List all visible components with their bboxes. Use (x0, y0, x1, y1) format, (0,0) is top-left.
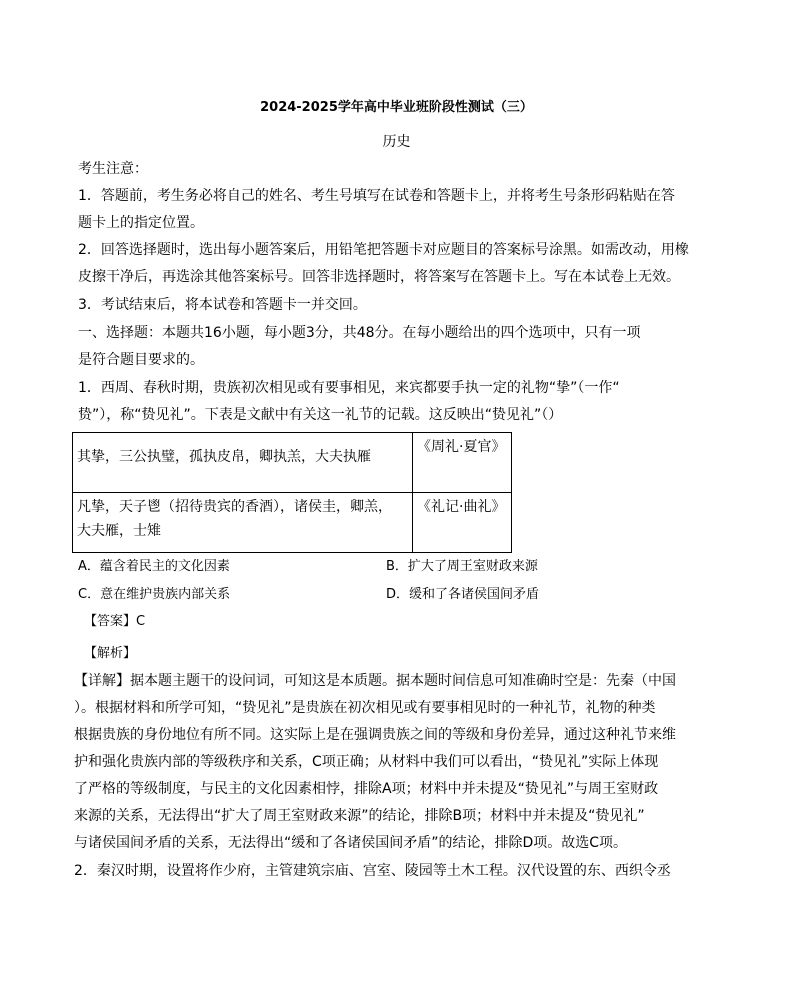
notice-item-2-line-2: 皮擦干净后，再选涂其他答案标号。回答非选择题时，将答案写在答题卡上。写在本试卷上无效。 (78, 269, 680, 285)
material-text-line-2: 大夫雁，士雉 (77, 523, 161, 539)
detail-line: 来源的关系，无法得出“扩大了周王室财政来源”的结论，排除B项；材料中并未提及“贽见礼” (74, 808, 645, 824)
material-table (72, 432, 512, 553)
notice-item-2-line-1: 2．回答选择题时，选出每小题答案后，用铅笔把答题卡对应题目的答案标号涂黑。如需改动，用橡 (78, 242, 689, 258)
material-source: 《礼记·曲礼》 (413, 493, 512, 553)
subject-title: 历史 (382, 134, 411, 150)
option-d: D．缓和了各诸侯国间矛盾 (386, 587, 540, 602)
question-2-stem-line-1: 2．秦汉时期，设置将作少府，主管建筑宗庙、宫室、陵园等土木工程。汉代设置的东、西织令丞 (74, 863, 671, 879)
option-a: A．蕴含着民主的文化因素 (78, 559, 230, 574)
notice-item-3: 3．考试结束后，将本试卷和答题卡一并交回。 (78, 297, 367, 313)
notice-heading: 考生注意： (78, 161, 148, 177)
notice-item-1-line-2: 题卡上的指定位置。 (78, 215, 204, 231)
material-text: 其挚，三公执璧，孤执皮帛，卿执羔，大夫执雁 (73, 433, 413, 493)
section-heading-line-2: 是符合题目要求的。 (78, 352, 204, 368)
material-row (73, 493, 512, 553)
detail-line: ）。根据材料和所学可知，“贽见礼”是贵族在初次相见或有要事相见时的一种礼节，礼物的种类 (74, 700, 656, 716)
material-text-line-1: 凡挚，天子鬯（招待贵宾的香酒），诸侯圭，卿羔， (77, 499, 392, 515)
analysis-label: 【解析】 (84, 646, 137, 661)
material-row (73, 433, 512, 493)
section-heading-line-1: 一、选择题：本题共16小题，每小题3分，共48分。在每小题给出的四个选项中，只有一项 (78, 325, 641, 341)
question-1-stem-line-1: 1．西周、春秋时期，贵族初次相见或有要事相见，来宾都要手执一定的礼物“挚”（一作“ (78, 380, 620, 396)
answer-label: 【答案】C (84, 614, 146, 629)
exam-title: 2024-2025学年高中毕业班阶段性测试（三） (260, 100, 533, 115)
notice-item-1-line-1: 1．答题前，考生务必将自己的姓名、考生号填写在试卷和答题卡上，并将考生号条形码粘贴在答 (78, 188, 675, 204)
material-text (73, 493, 413, 553)
detail-line: 根据贵族的身份地位有所不同。这实际上是在强调贵族之间的等级和身份差异，通过这种礼节来维 (74, 727, 676, 743)
material-source: 《周礼·夏官》 (413, 433, 512, 493)
detail-line: 了严格的等级制度，与民主的文化因素相悖，排除A项；材料中并未提及“贽见礼”与周王室财政 (74, 781, 659, 797)
detail-line: 【详解】据本题主题干的设问词，可知这是本质题。据本题时间信息可知准确时空是：先秦（中国 (74, 673, 676, 689)
option-b: B．扩大了周王室财政来源 (386, 559, 538, 574)
detail-line: 与诸侯国间矛盾的关系，无法得出“缓和了各诸侯国间矛盾”的结论，排除D项。故选C项。 (74, 835, 628, 851)
question-1-stem-line-2: 贽”），称“贽见礼”。下表是文献中有关这一礼节的记载。这反映出“贽见礼”（） (78, 407, 563, 423)
option-c: C．意在维护贵族内部关系 (78, 587, 231, 602)
detail-line: 护和强化贵族内部的等级秩序和关系，C项正确；从材料中我们可以看出，“贽见礼”实际上体现 (74, 754, 659, 770)
